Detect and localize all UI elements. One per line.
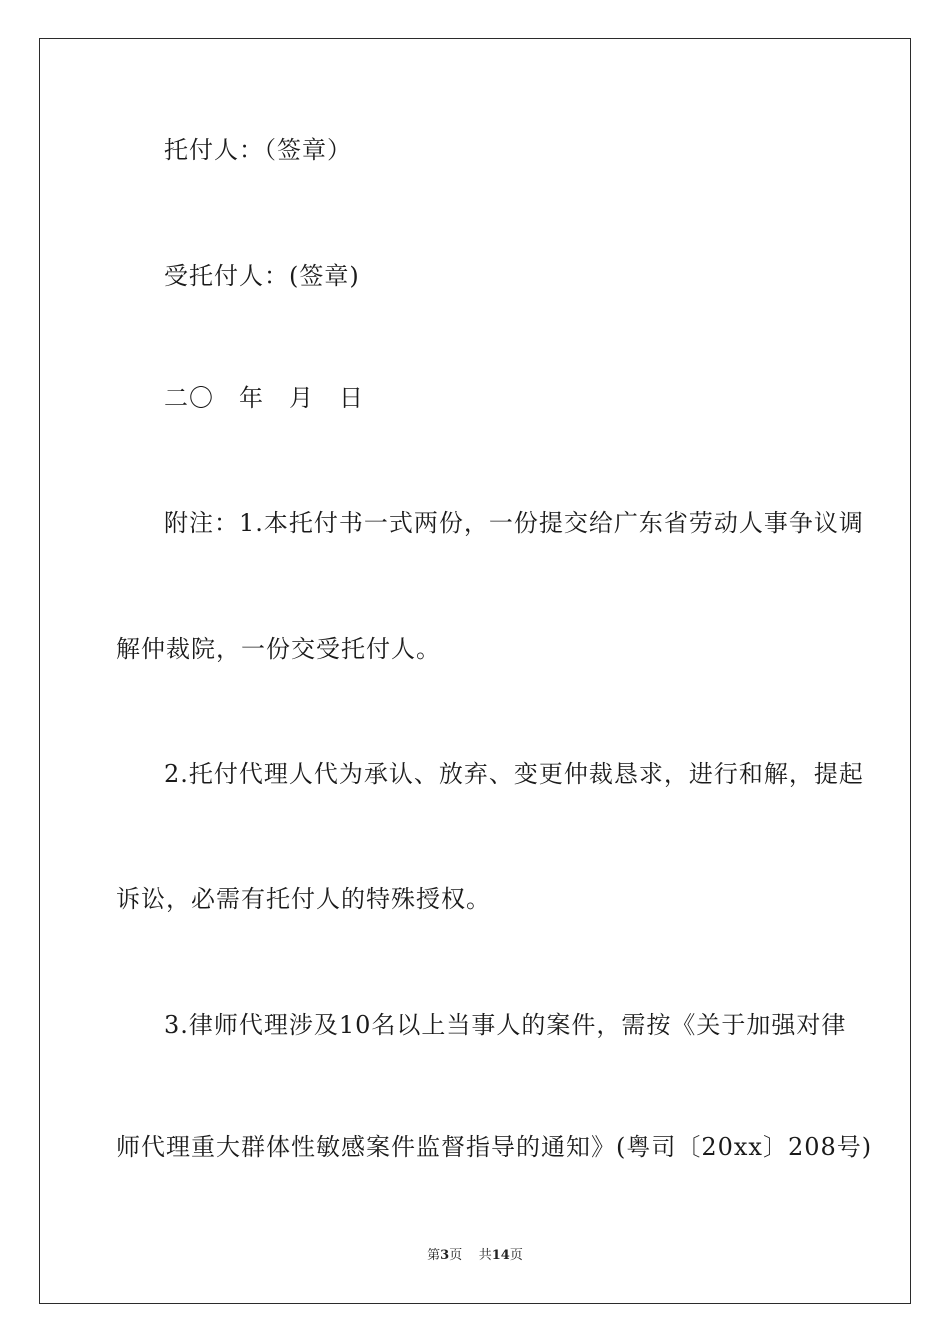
- page-suffix: 页: [449, 1248, 463, 1263]
- page-frame: [39, 38, 911, 1304]
- total-suffix: 页: [509, 1248, 523, 1263]
- total-pages: 14: [491, 1248, 510, 1263]
- agent-signature-line: 受托付人：(签章): [164, 262, 360, 290]
- note-1-line-1: 附注：1.本托付书一式两份，一份提交给广东省劳动人事争议调: [164, 509, 864, 537]
- total-prefix: 共: [478, 1248, 492, 1263]
- note-2-line-2: 诉讼，必需有托付人的特殊授权。: [116, 885, 491, 913]
- date-line: 二〇 年 月 日: [164, 384, 364, 412]
- page-prefix: 第: [427, 1248, 441, 1263]
- principal-signature-line: 托付人：（签章）: [164, 136, 352, 164]
- note-3-line-1: 3.律师代理涉及10名以上当事人的案件，需按《关于加强对律: [164, 1011, 847, 1039]
- note-1-line-2: 解仲裁院，一份交受托付人。: [116, 635, 441, 663]
- page-number: 3: [440, 1248, 450, 1263]
- note-2-line-1: 2.托付代理人代为承认、放弃、变更仲裁恳求，进行和解，提起: [164, 760, 864, 788]
- note-3-line-2: 师代理重大群体性敏感案件监督指导的通知》(粤司〔20xx〕208号): [116, 1133, 873, 1161]
- page-footer: [0, 1247, 950, 1265]
